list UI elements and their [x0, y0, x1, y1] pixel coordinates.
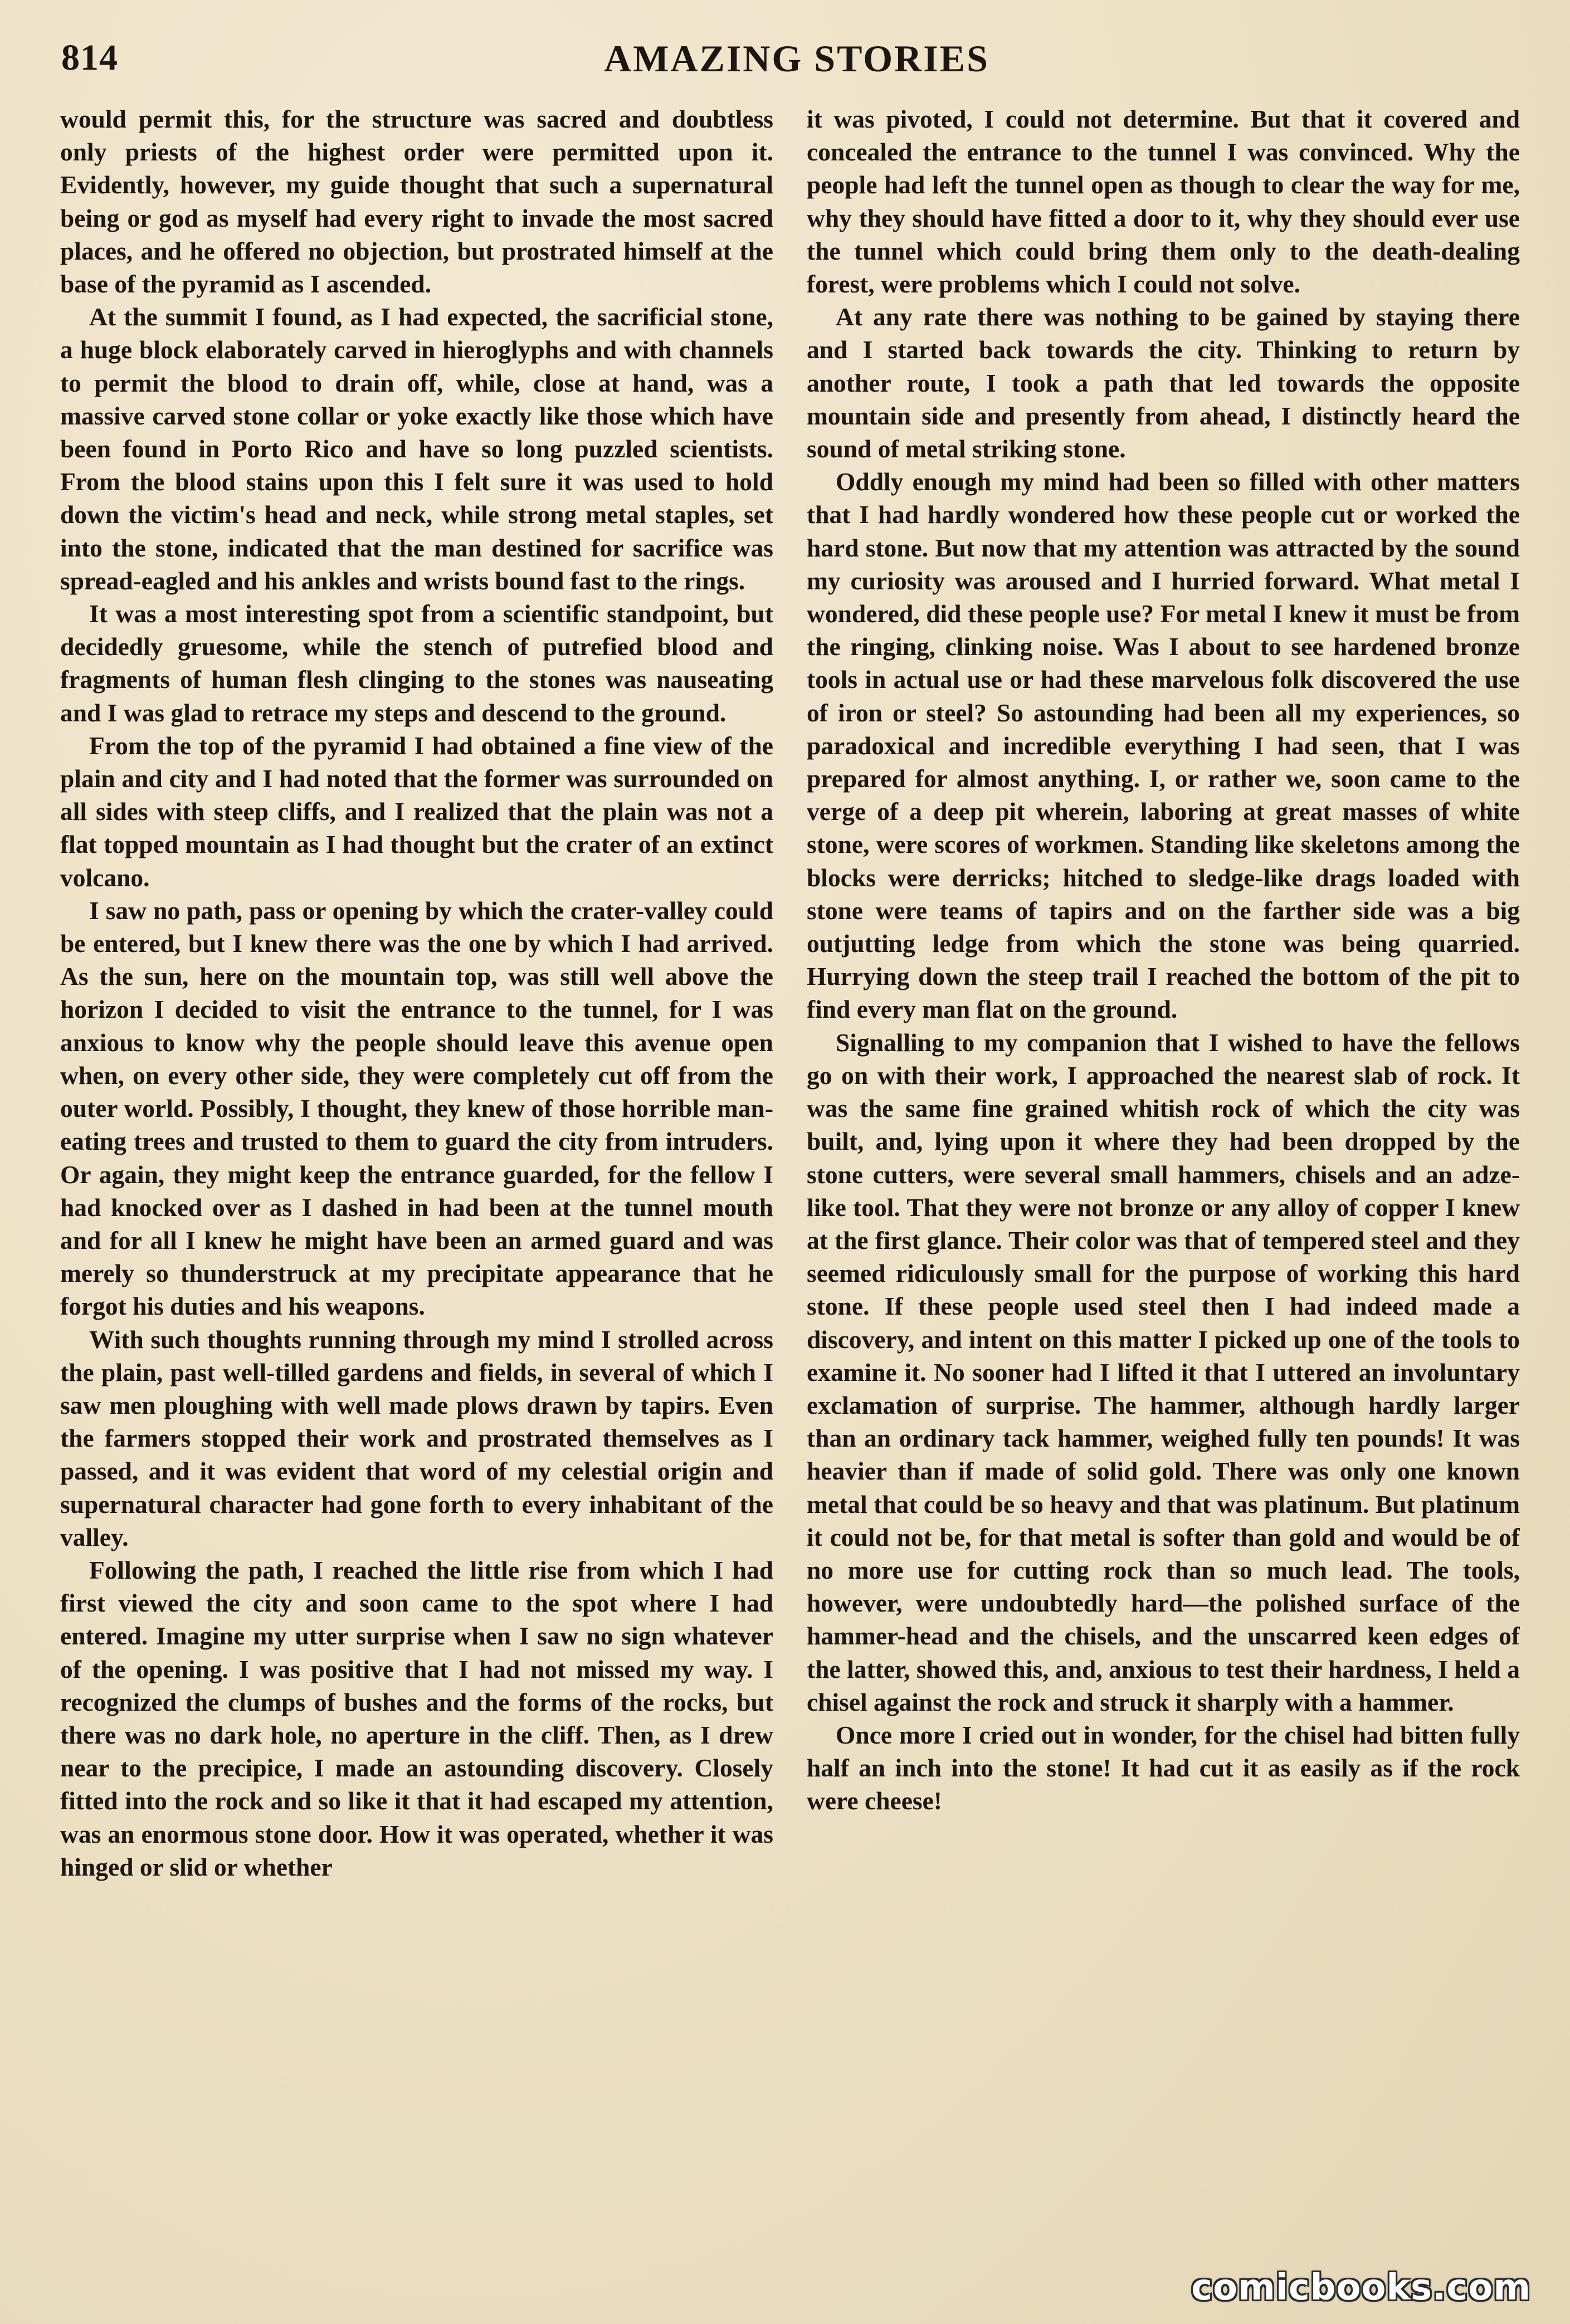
site-watermark: comicbooks.com	[1191, 2267, 1531, 2308]
paragraph: would permit this, for the structure was sacred and doubtless only priests of the highest order were permitted upon it. Evidently, however, my guide thought that such a supernatural being or god as myself had every right to invade the most sacred places, and he offered no objection, but prostrated himself at the base of the pyramid as I ascended.	[60, 105, 773, 299]
page-number: 814	[61, 37, 118, 78]
paragraph: It was a most interesting spot from a scientific standpoint, but decidedly gruesome, while the stench of putrefied blood and fragments of human flesh clinging to the stones was nauseating and I was glad to retrace my steps and descend to the ground.	[60, 599, 773, 727]
paragraph: Signalling to my companion that I wished to have the fellows go on with their work, I approached the nearest slab of rock. It was the same fine grained whitish rock of which the city was built, and, lying upon it where they had been dropped by the stone cutters, were several small hammers, chisels and an adze-like tool. That they were not bronze or any alloy of copper I knew at the first glance. Their color was that of tempered steel and they seemed ridiculously small for the purpose of working this hard stone. If these people used steel then I had indeed made a discovery, and intent on this matter I picked up one of the tools to examine it. No sooner had I lifted it that I uttered an involuntary exclamation of surprise. The hammer, although hardly larger than an ordinary tack hammer, weighed fully ten pounds! It was heavier than if made of solid gold. There was only one known metal that could be so heavy and that was platinum. But platinum it could not be, for that metal is softer than gold and would be of no more use for cutting rock than so much lead. The tools, however, were undoubtedly hard—the polished surface of the hammer-head and the chisels, and the unscarred keen edges of the latter, showed this, and, anxious to test their hardness, I held a chisel against the rock and struck it sharply with a hammer.	[807, 1028, 1520, 1716]
running-title: AMAZING STORIES	[604, 37, 989, 80]
text-column-right	[807, 102, 1520, 2286]
paragraph: At any rate there was nothing to be gained by staying there and I started back towards the city. Thinking to return by another route, I took a path that led towards the opposite mountain side and presently from ahead, I distinctly heard the sound of metal striking stone.	[807, 302, 1520, 463]
paragraph: it was pivoted, I could not determine. But that it covered and concealed the entrance to the tunnel I was convinced. Why the people had left the tunnel open as though to clear the way for me, why they should have fitted a door to it, why they should ever use the tunnel which could bring them only to the death-dealing forest, were problems which I could not solve.	[807, 105, 1520, 299]
paragraph: With such thoughts running through my mind I strolled across the plain, past well-tilled gardens and fields, in several of which I saw men ploughing with well made plows drawn by tapirs. Even the farmers stopped their work and prostrated themselves as I passed, and it was evident that word of my celestial origin and supernatural character had gone forth to every inhabitant of the valley.	[60, 1325, 773, 1551]
page-header	[61, 37, 1532, 98]
paragraph: I saw no path, pass or opening by which the crater-valley could be entered, but I knew there was the one by which I had arrived. As the sun, here on the mountain top, was still well above the horizon I decided to visit the entrance to the tunnel, for I was anxious to know why the people should leave this avenue open when, on every other side, they were completely cut off from the outer world. Possibly, I thought, they knew of those horrible man-eating trees and trusted to them to guard the city from intruders. Or again, they might keep the entrance guarded, for the fellow I had knocked over as I dashed in had been at the tunnel mouth and for all I knew he might have been an armed guard and was merely so thunderstruck at my precipitate appearance that he forgot his duties and his weapons.	[60, 896, 773, 1321]
paragraph: From the top of the pyramid I had obtained a fine view of the plain and city and I had noted that the former was surrounded on all sides with steep cliffs, and I realized that the plain was not a flat topped mountain as I had thought but the crater of an extinct volcano.	[60, 731, 773, 892]
paragraph: At the summit I found, as I had expected, the sacrificial stone, a huge block elaborately carved in hieroglyphs and with channels to permit the blood to drain off, while, close at hand, was a massive carved stone collar or yoke exactly like those which have been found in Porto Rico and have so long puzzled scientists. From the blood stains upon this I felt sure it was used to hold down the victim's head and neck, while strong metal staples, set into the stone, indicated that the man destined for sacrifice was spread-eagled and his ankles and wrists bound fast to the rings.	[60, 302, 773, 595]
paragraph: Following the path, I reached the little rise from which I had first viewed the city and soon came to the spot where I had entered. Imagine my utter surprise when I saw no sign whatever of the opening. I was positive that I had not missed my way. I recognized the clumps of bushes and the forms of the rocks, but there was no dark hole, no aperture in the cliff. Then, as I drew near to the precipice, I made an astounding discovery. Closely fitted into the rock and so like it that it had escaped my attention, was an enormous stone door. How it was operated, whether it was hinged or slid or whether	[60, 1555, 773, 1881]
paragraph: Oddly enough my mind had been so filled with other matters that I had hardly wondered how these people cut or worked the hard stone. But now that my attention was attracted by the sound my curiosity was aroused and I hurried forward. What metal I wondered, did these people use? For metal I knew it must be from the ringing, clinking noise. Was I about to see hardened bronze tools in actual use or had these marvelous folk discovered the use of iron or steel? So astounding had been all my experiences, so paradoxical and incredible everything I had seen, that I was prepared for almost anything. I, or rather we, soon came to the verge of a deep pit wherein, laboring at great masses of white stone, were scores of workmen. Standing like skeletons among the blocks were derricks; hitched to sledge-like drags loaded with stone were teams of tapirs and on the farther side was a big outjutting ledge from which the stone was being quarried. Hurrying down the steep trail I reached the bottom of the pit to find every man flat on the ground.	[807, 467, 1520, 1024]
text-column-left	[60, 102, 773, 2286]
paragraph: Once more I cried out in wonder, for the chisel had bitten fully half an inch into the stone! It had cut it as easily as if the rock were cheese!	[807, 1720, 1520, 1815]
